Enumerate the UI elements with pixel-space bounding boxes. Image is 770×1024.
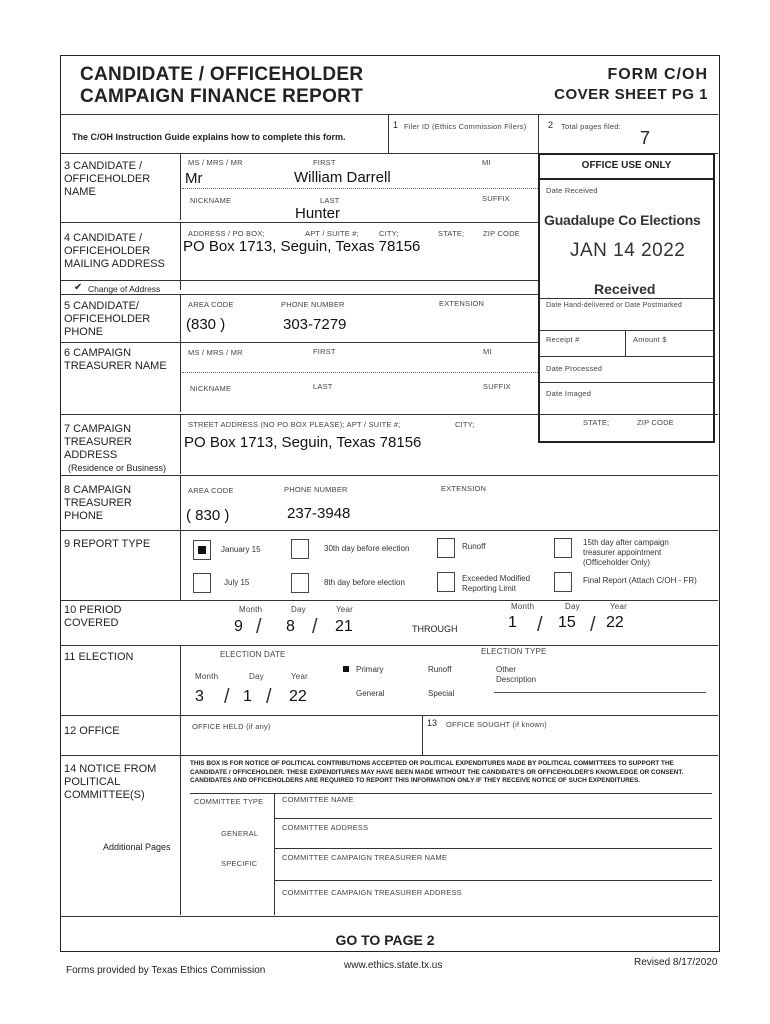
nickname-label: NICKNAME — [190, 196, 232, 205]
from-day-label: Day — [291, 605, 306, 614]
to-year-label: Year — [610, 602, 627, 611]
to-year-field[interactable]: 22 — [606, 614, 624, 631]
section13-num: 13 — [427, 718, 438, 728]
candidate-title-field[interactable]: Mr — [185, 170, 203, 187]
to-day-field[interactable]: 15 — [558, 614, 576, 631]
treasurer-first-label: FIRST — [313, 347, 336, 356]
election-day-label: Day — [249, 672, 264, 681]
treasurer-suffix-label: SUFFIX — [483, 382, 511, 391]
election-special-label: Special — [428, 689, 455, 698]
treasurer-nickname-label: NICKNAME — [190, 384, 232, 393]
section8-label: 8 CAMPAIGN TREASURER PHONE — [64, 484, 132, 522]
office-use-title: OFFICE USE ONLY — [581, 160, 672, 171]
treasurer-area-code-field[interactable]: ( 830 ) — [186, 507, 230, 524]
treasurer-address-field[interactable]: PO Box 1713, Seguin, Texas 78156 — [184, 434, 422, 451]
receipt-label: Receipt # — [546, 335, 580, 344]
to-month-label: Month — [511, 602, 535, 611]
committee-general-label: GENERAL — [221, 829, 259, 838]
section10-label: 10 PERIOD COVERED — [64, 604, 122, 629]
report-type-july15-checkbox[interactable] — [193, 573, 211, 593]
treasurer-last-label: LAST — [313, 382, 333, 391]
phone-number-label: PHONE NUMBER — [281, 300, 345, 309]
report-type-15th-day-checkbox[interactable] — [554, 538, 572, 558]
received-stamp-line3: Received — [594, 281, 656, 297]
treasurer-extension-label: EXTENSION — [441, 484, 487, 493]
additional-pages-label: Additional Pages — [103, 842, 171, 852]
election-other-description-label: Other Description — [496, 665, 537, 684]
apt-suite-label: APT / SUITE #; — [305, 229, 359, 238]
first-name-label: FIRST — [313, 158, 336, 167]
report-type-8th-day-checkbox[interactable] — [291, 573, 309, 593]
election-month-field[interactable]: 3 — [195, 688, 204, 705]
candidate-area-code-field[interactable]: (830 ) — [186, 316, 226, 333]
zip-code-label: ZIP CODE — [483, 229, 520, 238]
treasurer-state-label: STATE; — [583, 418, 610, 427]
section14-label: 14 NOTICE FROM POLITICAL COMMITTEE(S) — [64, 763, 157, 801]
city-label: CITY; — [379, 229, 399, 238]
last-name-label: LAST — [320, 196, 340, 205]
election-runoff-label: Runoff — [428, 665, 452, 674]
filer-id-label: Filer ID (Ethics Commission Filers) — [404, 122, 527, 131]
from-day-field[interactable]: 8 — [286, 618, 295, 635]
election-year-field[interactable]: 22 — [289, 688, 307, 705]
committee-treasurer-address-label: COMMITTEE CAMPAIGN TREASURER ADDRESS — [282, 888, 462, 897]
office-held-label: OFFICE HELD (if any) — [192, 722, 271, 731]
election-year-label: Year — [291, 672, 308, 681]
date-received-label: Date Received — [546, 186, 598, 195]
candidate-address-field[interactable]: PO Box 1713, Seguin, Texas 78156 — [183, 238, 421, 255]
mi-label: MI — [482, 158, 491, 167]
election-type-label: ELECTION TYPE — [481, 647, 547, 656]
change-of-address-label: Change of Address — [88, 284, 161, 294]
filer-id-num: 1 — [393, 120, 399, 130]
instruction-text: The C/OH Instruction Guide explains how to complete this form. — [72, 132, 346, 142]
form-cover-sheet: COVER SHEET PG 1 — [554, 86, 708, 103]
treasurer-phone-label: PHONE NUMBER — [284, 485, 348, 494]
state-label: STATE; — [438, 229, 465, 238]
report-type-january15-label: January 15 — [221, 545, 261, 554]
through-label: THROUGH — [412, 624, 458, 634]
date-processed-label: Date Processed — [546, 364, 603, 373]
election-primary-checkbox[interactable] — [343, 666, 349, 672]
section3-label: 3 CANDIDATE / OFFICEHOLDER NAME — [64, 160, 151, 198]
election-general-label: General — [356, 689, 385, 698]
political-committee-notice: THIS BOX IS FOR NOTICE OF POLITICAL CONTRIBUTIONS ACCEPTED OR POLITICAL EXPENDITURES MADE BY POLITICAL COMMITTEES TO SUPPORT THE CANDIDATE / OFFICEHOLDER. THESE EXPENDITURES MAY HAVE BEEN MADE WITHOUT THE CANDIDATE'S OR OFFICEHOLDER'S KNOWLEDGE OR CONSENT. CANDIDATES AND OFFICEHOLDERS ARE REQUIRED TO REPORT THIS INFORMATION ONLY IF THEY RECEIVE NOTICE OF SUCH EXPENDITURES. — [190, 760, 684, 784]
to-day-label: Day — [565, 602, 580, 611]
date-imaged-label: Date Imaged — [546, 389, 592, 398]
treasurer-city-label: CITY; — [455, 420, 475, 429]
filer-id-field[interactable] — [404, 134, 534, 150]
committee-treasurer-name-label: COMMITTEE CAMPAIGN TREASURER NAME — [282, 853, 448, 862]
report-type-runoff-label: Runoff — [462, 542, 486, 551]
committee-specific-label: SPECIFIC — [221, 859, 258, 868]
total-pages-num: 2 — [548, 120, 554, 130]
header-rule — [61, 114, 718, 115]
election-date-label: ELECTION DATE — [220, 650, 286, 659]
from-month-label: Month — [239, 605, 263, 614]
ethics-website: www.ethics.state.tx.us — [344, 960, 443, 971]
election-primary-label: Primary — [356, 665, 384, 674]
report-type-30th-day-label: 30th day before election — [324, 544, 410, 553]
candidate-first-name-field[interactable]: William Darrell — [294, 169, 391, 186]
section11-label: 11 ELECTION — [64, 651, 134, 663]
report-type-final-report-label: Final Report (Attach C/OH - FR) — [583, 576, 697, 585]
change-of-address-check[interactable]: ✔ — [74, 282, 83, 293]
forms-provided-by: Forms provided by Texas Ethics Commission — [66, 965, 266, 976]
date-hand-delivered-label: Date Hand-delivered or Date Postmarked — [546, 302, 682, 309]
report-type-8th-day-label: 8th day before election — [324, 578, 405, 587]
total-pages-value[interactable]: 7 — [640, 128, 651, 148]
report-type-january15-checkbox[interactable] — [193, 540, 211, 560]
go-to-page-2: GO TO PAGE 2 — [335, 932, 435, 948]
election-month-label: Month — [195, 672, 219, 681]
to-month-field[interactable]: 1 — [508, 614, 517, 631]
election-day-field[interactable]: 1 — [243, 688, 252, 705]
candidate-last-name-field[interactable]: Hunter — [295, 205, 341, 222]
street-address-label: STREET ADDRESS (NO PO BOX PLEASE); APT / SUITE #; — [188, 420, 401, 429]
form-code: FORM C/OH — [607, 66, 708, 83]
office-sought-label: OFFICE SOUGHT (if known) — [446, 720, 547, 729]
candidate-phone-field[interactable]: 303-7279 — [283, 316, 347, 333]
report-type-15th-day-label: 15th day after campaign treasurer appointment (Officeholder Only) — [583, 538, 669, 567]
section5-label: 5 CANDIDATE/ OFFICEHOLDER PHONE — [64, 300, 151, 338]
section4-label: 4 CANDIDATE / OFFICEHOLDER MAILING ADDRESS — [64, 232, 165, 270]
committee-type-label: COMMITTEE TYPE — [194, 797, 264, 806]
treasurer-ms-label: MS / MRS / MR — [188, 348, 243, 357]
form-title-line2: CAMPAIGN FINANCE REPORT — [80, 86, 364, 107]
revised-date: Revised 8/17/2020 — [634, 957, 718, 968]
extension-label: EXTENSION — [439, 299, 485, 308]
address-po-box-label: ADDRESS / PO BOX; — [188, 229, 265, 238]
committee-address-label: COMMITTEE ADDRESS — [282, 823, 369, 832]
from-year-field[interactable]: 21 — [335, 618, 353, 635]
treasurer-zip-label: ZIP CODE — [637, 418, 674, 427]
treasurer-area-code-label: AREA CODE — [188, 486, 234, 495]
suffix-label: SUFFIX — [482, 194, 510, 203]
report-type-july15-label: July 15 — [224, 578, 250, 587]
received-stamp-date: JAN 14 2022 — [570, 240, 686, 261]
residence-or-business-note: (Residence or Business) — [68, 463, 167, 473]
area-code-label: AREA CODE — [188, 300, 234, 309]
from-month-field[interactable]: 9 — [234, 618, 243, 635]
section9-label: 9 REPORT TYPE — [64, 538, 151, 550]
amount-label: Amount $ — [633, 335, 667, 344]
from-year-label: Year — [336, 605, 353, 614]
treasurer-mi-label: MI — [483, 347, 492, 356]
treasurer-phone-field[interactable]: 237-3948 — [287, 505, 351, 522]
committee-name-label: COMMITTEE NAME — [282, 795, 354, 804]
report-type-runoff-checkbox[interactable] — [437, 538, 455, 558]
received-stamp-line1: Guadalupe Co Elections — [544, 212, 701, 228]
report-type-30th-day-checkbox[interactable] — [291, 539, 309, 559]
section12-label: 12 OFFICE — [64, 725, 120, 737]
section6-label: 6 CAMPAIGN TREASURER NAME — [64, 347, 167, 372]
ms-mrs-mr-label: MS / MRS / MR — [188, 158, 243, 167]
total-pages-label: Total pages filed: — [561, 122, 621, 131]
report-type-exceeded-limit-checkbox[interactable] — [437, 572, 455, 592]
report-type-final-report-checkbox[interactable] — [554, 572, 572, 592]
form-title-line1: CANDIDATE / OFFICEHOLDER — [80, 64, 364, 85]
report-type-exceeded-limit-label: Exceeded Modified Reporting Limit — [462, 574, 531, 593]
section7-label: 7 CAMPAIGN TREASURER ADDRESS — [64, 423, 132, 461]
